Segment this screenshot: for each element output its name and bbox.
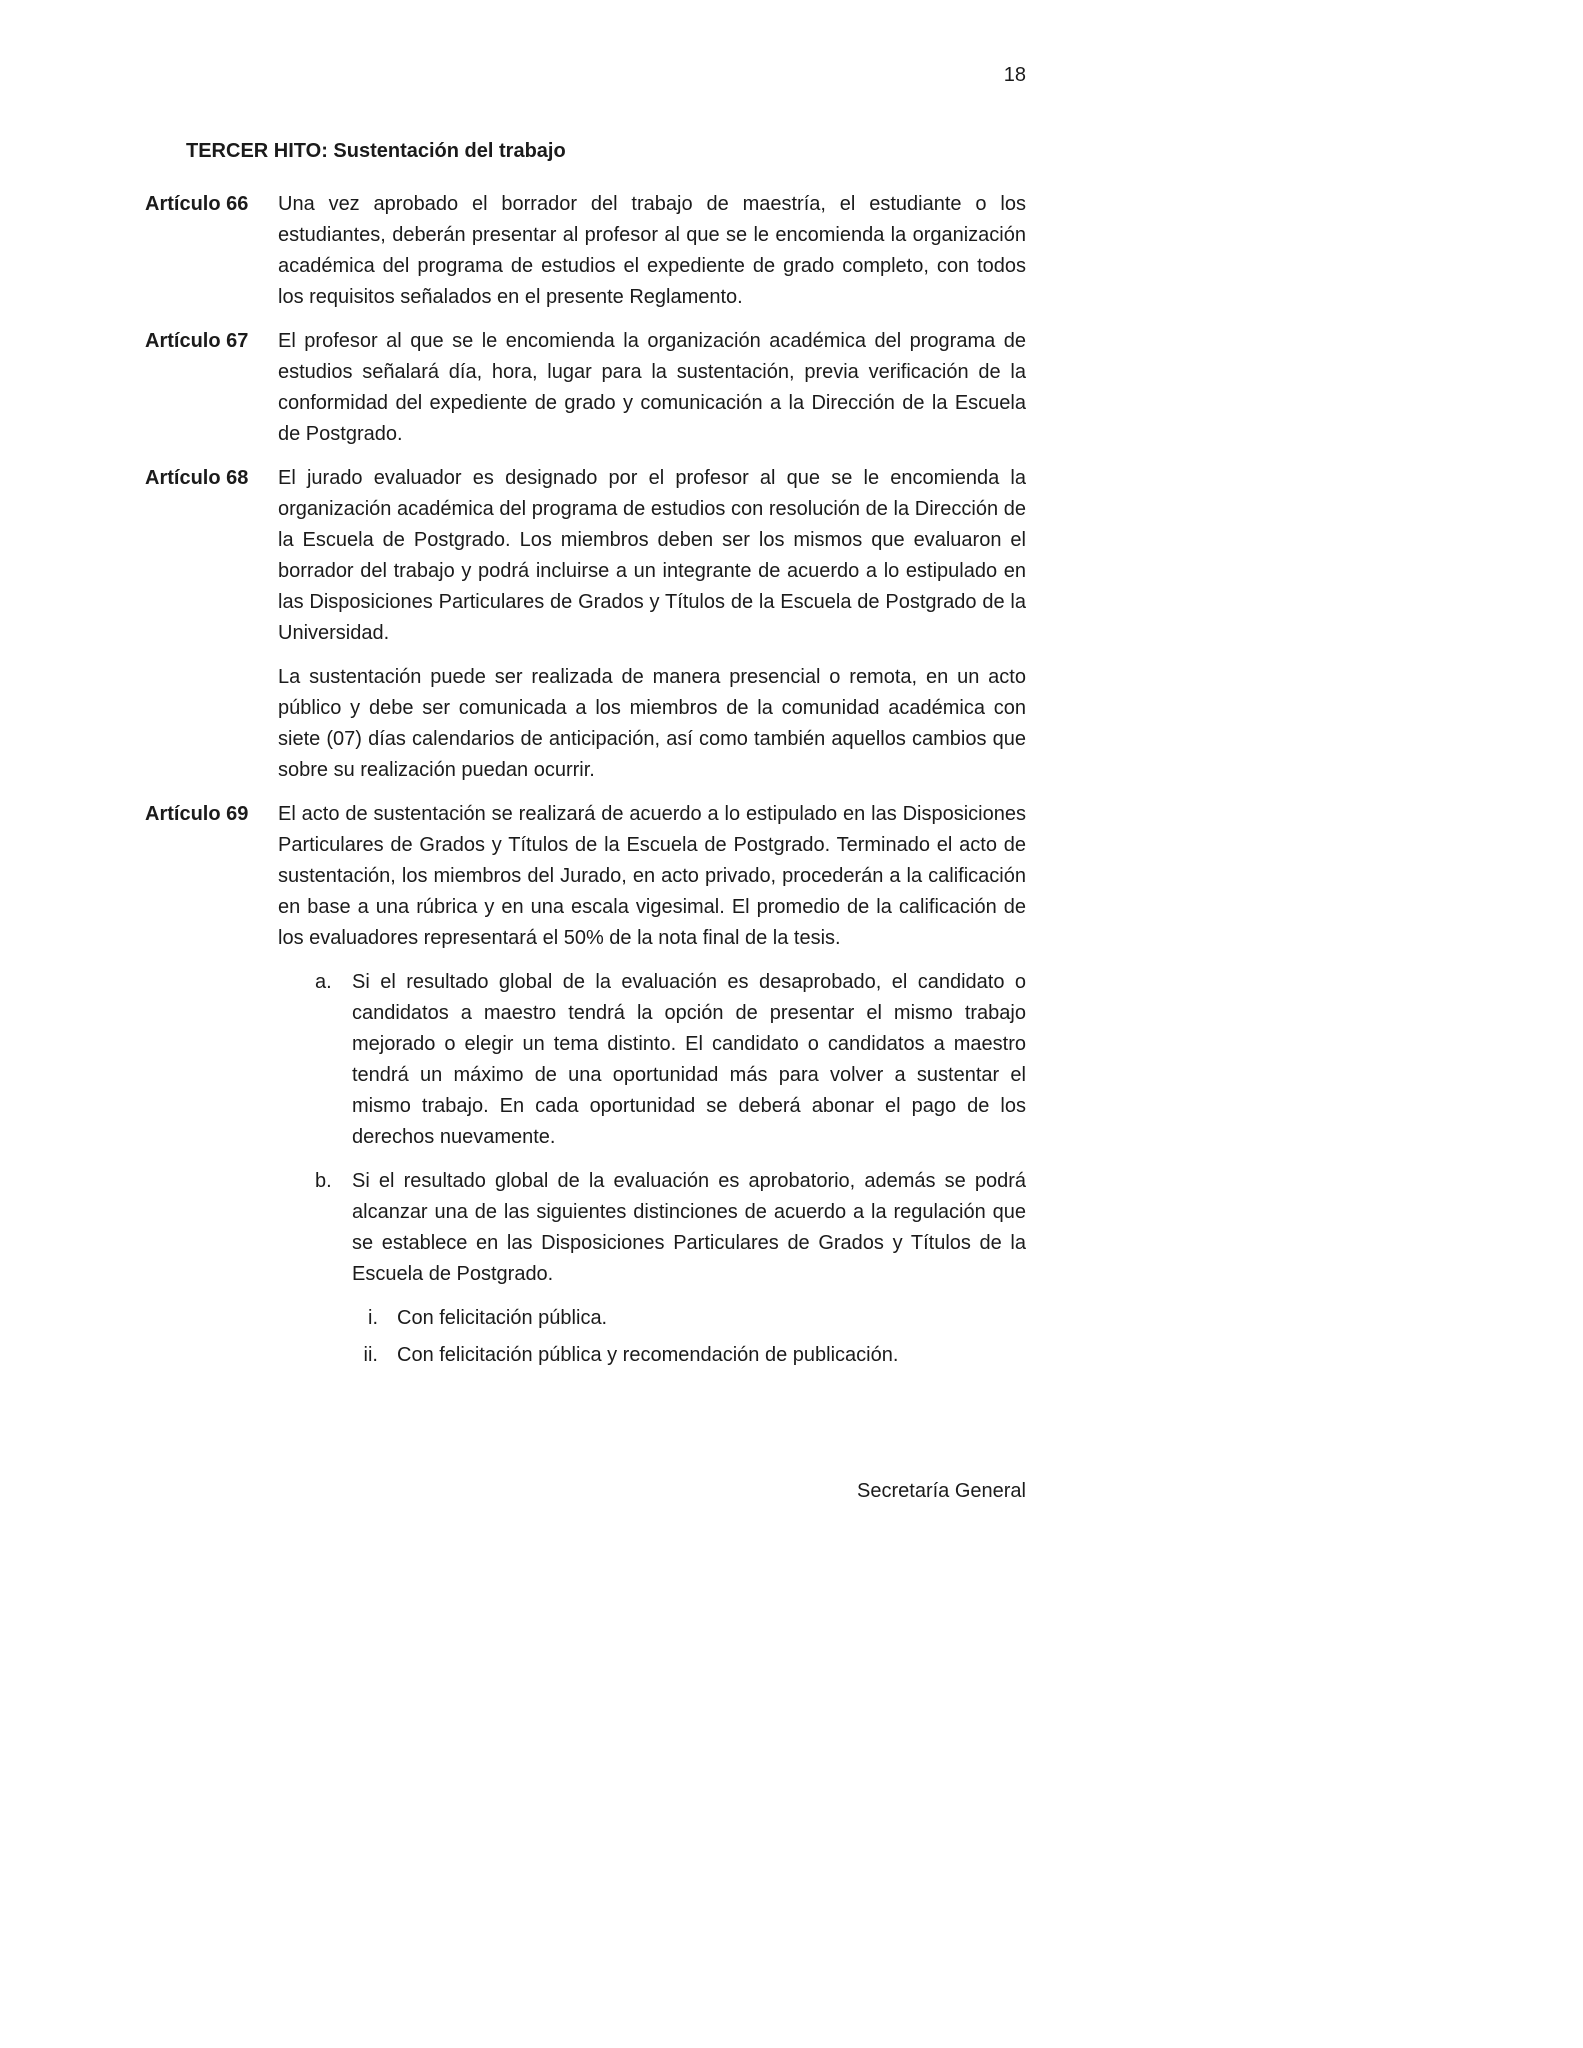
list-item-a [315, 967, 1026, 1153]
article-68-body [278, 463, 1026, 799]
list-item-a-marker: a. [315, 971, 332, 993]
document-content [145, 136, 1026, 1377]
sublist-item-i [352, 1303, 1026, 1334]
list-item-b-marker: b. [315, 1170, 332, 1192]
article-68-paragraph-1: El jurado evaluador es designado por el profesor al que se le encomienda la organización académica del programa de estudios con resolución de la Dirección de la Escuela de Postgrado. Los miembros deben ser los mismos que evaluaron el borrador del trabajo y podrá incluirse a un integrante de acuerdo a lo estipulado en las Disposiciones Particulares de Grados y Títulos de la Escuela de Postgrado de la Universidad. [278, 467, 1026, 644]
article-67-paragraph: El profesor al que se le encomienda la organización académica del programa de estudios señalará día, hora, lugar para la sustentación, previa verificación de la conformidad del expediente de grado y comunicación a la Dirección de la Escuela de Postgrado. [278, 330, 1026, 445]
article-66-label: Artículo 66 [145, 193, 249, 215]
list-item-a-text: Si el resultado global de la evaluación es desaprobado, el candidato o candidatos a maestro tendrá la opción de presentar el mismo trabajo mejorado o elegir un tema distinto. El candidato o candidatos a maestro tendrá un máximo de una oportunidad más para volver a sustentar el mismo trabajo. En cada oportunidad se deberá abonar el pago de los derechos nuevamente. [352, 971, 1026, 1148]
article-69-label: Artículo 69 [145, 803, 249, 825]
article-66-body [278, 189, 1026, 326]
footer-text: Secretaría General [857, 1480, 1026, 1502]
article-69 [145, 799, 1026, 1377]
article-68-paragraph-2: La sustentación puede ser realizada de manera presencial o remota, en un acto público y debe ser comunicada a los miembros de la comunidad académica con siete (07) días calendarios de anticipación, así como también aquellos cambios que sobre su realización puedan ocurrir. [278, 666, 1026, 781]
section-heading: TERCER HITO: Sustentación del trabajo [186, 140, 566, 162]
article-67 [145, 326, 1026, 463]
distinctions-sublist [352, 1303, 1026, 1371]
article-69-body [278, 799, 1026, 1377]
sublist-item-i-marker: i. [368, 1307, 378, 1329]
list-item-b-text: Si el resultado global de la evaluación es aprobatorio, además se podrá alcanzar una de las siguientes distinciones de acuerdo a la regulación que se establece en las Disposiciones Particulares de Grados y Títulos de la Escuela de Postgrado. [352, 1170, 1026, 1285]
sublist-item-i-text: Con felicitación pública. [397, 1307, 608, 1329]
article-66 [145, 189, 1026, 326]
sublist-item-ii-marker: ii. [363, 1344, 378, 1366]
article-69-paragraph: El acto de sustentación se realizará de acuerdo a lo estipulado en las Disposiciones Particulares de Grados y Títulos de la Escuela de Postgrado. Terminado el acto de sustentación, los miembros del Jurado, en acto privado, procederán a la calificación en base a una rúbrica y en una escala vigesimal. El promedio de la calificación de los evaluadores representará el 50% de la nota final de la tesis. [278, 803, 1026, 949]
sublist-item-ii [352, 1340, 1026, 1371]
article-67-label: Artículo 67 [145, 330, 249, 352]
page-number: 18 [1003, 64, 1026, 86]
article-66-paragraph: Una vez aprobado el borrador del trabajo de maestría, el estudiante o los estudiantes, deberán presentar al profesor al que se le encomienda la organización académica del programa de estudios el expediente de grado completo, con todos los requisitos señalados en el presente Reglamento. [278, 193, 1026, 308]
list-item-b [315, 1166, 1026, 1290]
sublist-item-ii-text: Con felicitación pública y recomendación de publicación. [397, 1344, 899, 1366]
article-68-label: Artículo 68 [145, 467, 249, 489]
article-68 [145, 463, 1026, 799]
article-67-body [278, 326, 1026, 463]
